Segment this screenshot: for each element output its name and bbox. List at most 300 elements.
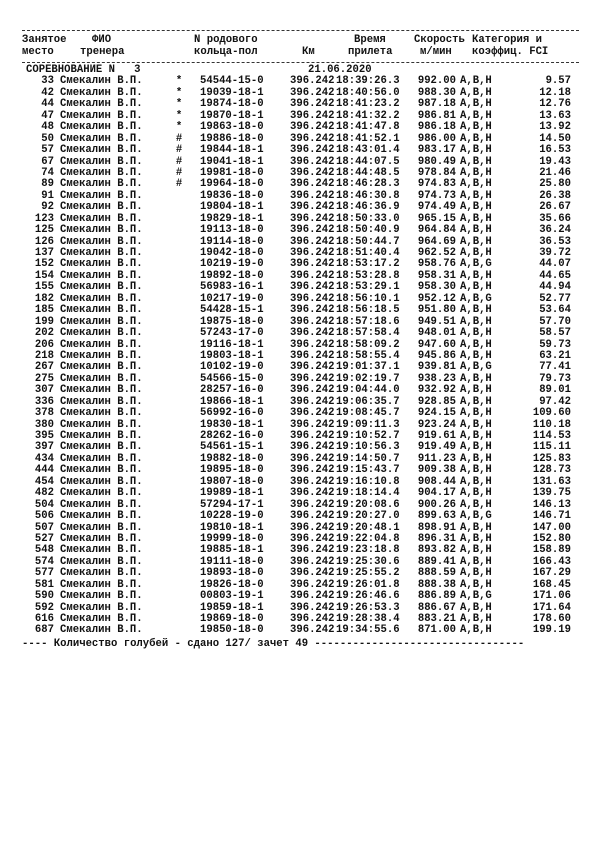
speed-cell: 980.49: [417, 155, 456, 168]
arrival-time-cell: 19:09:11.3: [336, 418, 400, 431]
speed-cell: 987.18: [417, 98, 456, 111]
trainer-name-cell: Смекалин В.П.: [60, 258, 143, 271]
trainer-name-cell: Смекалин В.П.: [60, 532, 143, 545]
place-cell: 507: [34, 521, 54, 534]
arrival-time-cell: 19:26:46.6: [336, 590, 400, 603]
arrival-time-cell: 19:28:38.4: [336, 613, 400, 625]
fci-coefficient-cell: 52.77: [539, 292, 571, 305]
trainer-name-cell: Смекалин В.П.: [60, 418, 143, 431]
fci-coefficient-cell: 13.92: [539, 121, 571, 134]
distance-cell: 396.242: [290, 212, 335, 225]
ring-number-cell: 19803-18-1: [200, 349, 264, 362]
trainer-name-cell: Смекалин В.П.: [60, 567, 143, 580]
fci-coefficient-cell: 58.57: [539, 327, 571, 340]
fci-coefficient-cell: 152.80: [532, 532, 571, 545]
trainer-name-cell: Смекалин В.П.: [60, 144, 143, 157]
header-divider: [22, 62, 579, 63]
category-cell: A,B,H: [460, 567, 492, 580]
ring-number-cell: 10228-19-0: [200, 510, 264, 523]
speed-cell: 893.82: [417, 544, 456, 557]
mark-cell: *: [175, 109, 183, 122]
distance-cell: 396.242: [290, 590, 335, 603]
mark-cell: #: [175, 132, 183, 145]
speed-cell: 947.60: [417, 338, 456, 351]
col-name-subtitle: тренера: [80, 46, 125, 58]
trainer-name-cell: Смекалин В.П.: [60, 395, 143, 408]
distance-cell: 396.242: [290, 372, 335, 385]
fci-coefficient-cell: 125.83: [532, 452, 571, 465]
trainer-name-cell: Смекалин В.П.: [60, 590, 143, 603]
ring-number-cell: 19114-18-0: [200, 235, 264, 248]
ring-number-cell: 19874-18-0: [200, 98, 264, 111]
speed-cell: 974.49: [417, 201, 456, 214]
category-cell: A,B,H: [460, 144, 492, 157]
table-row: [22, 145, 582, 156]
trainer-name-cell: Смекалин В.П.: [60, 521, 143, 534]
arrival-time-cell: 18:40:56.0: [336, 86, 400, 99]
arrival-time-cell: 19:26:53.3: [336, 601, 400, 614]
place-cell: 126: [34, 235, 54, 248]
fci-coefficient-cell: 146.71: [532, 510, 571, 523]
col-place-subtitle: место: [22, 46, 54, 58]
trainer-name-cell: Смекалин В.П.: [60, 269, 143, 282]
fci-coefficient-cell: 14.50: [539, 132, 571, 145]
place-cell: 42: [41, 86, 54, 99]
speed-cell: 958.31: [417, 269, 456, 282]
mark-cell: *: [175, 98, 183, 111]
ring-number-cell: 19113-18-0: [200, 224, 264, 237]
distance-cell: 396.242: [290, 338, 335, 351]
trainer-name-cell: Смекалин В.П.: [60, 613, 143, 625]
arrival-time-cell: 19:01:37.1: [336, 361, 400, 374]
trainer-name-cell: Смекалин В.П.: [60, 338, 143, 351]
fci-coefficient-cell: 171.06: [532, 590, 571, 603]
category-cell: A,B,H: [460, 86, 492, 99]
trainer-name-cell: Смекалин В.П.: [60, 452, 143, 465]
arrival-time-cell: 18:53:29.1: [336, 281, 400, 294]
fci-coefficient-cell: 13.63: [539, 109, 571, 122]
distance-cell: 396.242: [290, 247, 335, 259]
speed-cell: 896.31: [417, 532, 456, 545]
ring-number-cell: 00803-19-1: [200, 590, 264, 603]
arrival-time-cell: 19:20:08.6: [336, 498, 400, 511]
distance-cell: 396.242: [290, 532, 335, 545]
place-cell: 444: [34, 464, 54, 477]
competition-label: СОРЕВНОВАНИЕ N 3: [26, 64, 141, 76]
fci-coefficient-cell: 77.41: [539, 361, 571, 374]
category-cell: A,B,H: [460, 578, 492, 591]
place-cell: 91: [41, 189, 54, 202]
distance-cell: 396.242: [290, 487, 335, 500]
results-sheet: [22, 30, 582, 650]
col-time-subtitle: прилета: [348, 46, 393, 58]
arrival-time-cell: 19:06:35.7: [336, 395, 400, 408]
distance-cell: 396.242: [290, 281, 335, 294]
trainer-name-cell: Смекалин В.П.: [60, 189, 143, 202]
category-cell: A,B,H: [460, 304, 492, 317]
trainer-name-cell: Смекалин В.П.: [60, 235, 143, 248]
speed-cell: 911.23: [417, 452, 456, 465]
speed-cell: 886.89: [417, 590, 456, 603]
speed-cell: 904.17: [417, 487, 456, 500]
ring-number-cell: 57243-17-0: [200, 327, 264, 340]
speed-cell: 986.81: [417, 109, 456, 122]
speed-cell: 932.92: [417, 384, 456, 397]
category-cell: A,B,H: [460, 327, 492, 340]
ring-number-cell: 19882-18-0: [200, 452, 264, 465]
place-cell: 89: [41, 178, 54, 191]
col-category-title: Категория и: [472, 34, 542, 46]
ring-number-cell: 19866-18-1: [200, 395, 264, 408]
place-cell: 592: [34, 601, 54, 614]
fci-coefficient-cell: 36.24: [539, 224, 571, 237]
place-cell: 616: [34, 613, 54, 625]
speed-cell: 871.00: [417, 624, 456, 637]
arrival-time-cell: 18:41:52.1: [336, 132, 400, 145]
place-cell: 218: [34, 349, 54, 362]
category-cell: A,B,H: [460, 189, 492, 202]
category-cell: A,B,H: [460, 613, 492, 625]
fci-coefficient-cell: 109.60: [532, 407, 571, 420]
col-category-subtitle: коэффиц. FCI: [472, 46, 549, 58]
arrival-time-cell: 19:26:01.8: [336, 578, 400, 591]
arrival-time-cell: 18:50:40.9: [336, 224, 400, 237]
arrival-time-cell: 18:53:17.2: [336, 258, 400, 271]
distance-cell: 396.242: [290, 75, 335, 88]
mark-cell: *: [175, 121, 183, 134]
distance-cell: 396.242: [290, 578, 335, 591]
ring-number-cell: 19999-18-0: [200, 532, 264, 545]
arrival-time-cell: 18:57:58.4: [336, 327, 400, 340]
place-cell: 152: [34, 258, 54, 271]
distance-cell: 396.242: [290, 178, 335, 191]
arrival-time-cell: 18:39:26.3: [336, 75, 400, 88]
place-cell: 434: [34, 452, 54, 465]
fci-coefficient-cell: 146.13: [532, 498, 571, 511]
place-cell: 92: [41, 201, 54, 214]
place-cell: 74: [41, 166, 54, 179]
ring-number-cell: 19885-18-1: [200, 544, 264, 557]
speed-cell: 908.44: [417, 475, 456, 488]
trainer-name-cell: Смекалин В.П.: [60, 327, 143, 340]
speed-cell: 924.15: [417, 407, 456, 420]
distance-cell: 396.242: [290, 613, 335, 625]
ring-number-cell: 28257-16-0: [200, 384, 264, 397]
speed-cell: 919.61: [417, 430, 456, 442]
trainer-name-cell: Смекалин В.П.: [60, 304, 143, 317]
arrival-time-cell: 18:58:09.2: [336, 338, 400, 351]
ring-number-cell: 19830-18-1: [200, 418, 264, 431]
speed-cell: 974.73: [417, 189, 456, 202]
ring-number-cell: 19870-18-1: [200, 109, 264, 122]
speed-cell: 974.83: [417, 178, 456, 191]
place-cell: 50: [41, 132, 54, 145]
fci-coefficient-cell: 166.43: [532, 555, 571, 568]
fci-coefficient-cell: 147.00: [532, 521, 571, 534]
distance-cell: 396.242: [290, 418, 335, 431]
distance-cell: 396.242: [290, 155, 335, 168]
distance-cell: 396.242: [290, 269, 335, 282]
ring-number-cell: 54566-15-0: [200, 372, 264, 385]
distance-cell: 396.242: [290, 224, 335, 237]
category-cell: A,B,H: [460, 430, 492, 442]
distance-cell: 396.242: [290, 327, 335, 340]
table-row: [22, 328, 582, 339]
table-row: [22, 625, 582, 636]
arrival-time-cell: 19:20:27.0: [336, 510, 400, 523]
arrival-time-cell: 18:57:18.6: [336, 315, 400, 328]
trainer-name-cell: Смекалин В.П.: [60, 624, 143, 637]
arrival-time-cell: 19:20:48.1: [336, 521, 400, 534]
speed-cell: 958.76: [417, 258, 456, 271]
speed-cell: 883.21: [417, 613, 456, 625]
distance-cell: 396.242: [290, 189, 335, 202]
arrival-time-cell: 18:46:36.9: [336, 201, 400, 214]
trainer-name-cell: Смекалин В.П.: [60, 292, 143, 305]
trainer-name-cell: Смекалин В.П.: [60, 201, 143, 214]
fci-coefficient-cell: 178.60: [532, 613, 571, 625]
distance-cell: 396.242: [290, 452, 335, 465]
mark-cell: *: [175, 75, 183, 88]
ring-number-cell: 10219-19-0: [200, 258, 264, 271]
fci-coefficient-cell: 26.38: [539, 189, 571, 202]
place-cell: 267: [34, 361, 54, 374]
ring-number-cell: 19042-18-0: [200, 247, 264, 259]
col-km-title: Км: [302, 46, 315, 58]
speed-cell: 952.12: [417, 292, 456, 305]
col-ring-title: N родового: [194, 34, 258, 46]
mark-cell: *: [175, 86, 183, 99]
trainer-name-cell: Смекалин В.П.: [60, 441, 143, 454]
arrival-time-cell: 18:58:55.4: [336, 349, 400, 362]
category-cell: A,B,G: [460, 292, 492, 305]
fci-coefficient-cell: 25.80: [539, 178, 571, 191]
fci-coefficient-cell: 63.21: [539, 349, 571, 362]
ring-number-cell: 19829-18-1: [200, 212, 264, 225]
arrival-time-cell: 18:41:47.8: [336, 121, 400, 134]
speed-cell: 923.24: [417, 418, 456, 431]
results-table: [22, 76, 582, 636]
arrival-time-cell: 19:18:14.4: [336, 487, 400, 500]
place-cell: 123: [34, 212, 54, 225]
speed-cell: 986.00: [417, 132, 456, 145]
trainer-name-cell: Смекалин В.П.: [60, 384, 143, 397]
arrival-time-cell: 19:02:19.7: [336, 372, 400, 385]
arrival-time-cell: 19:04:44.0: [336, 384, 400, 397]
arrival-time-cell: 18:46:30.8: [336, 189, 400, 202]
trainer-name-cell: Смекалин В.П.: [60, 361, 143, 374]
speed-cell: 988.30: [417, 86, 456, 99]
table-row: [22, 408, 582, 419]
table-row: [22, 488, 582, 499]
top-divider: [22, 30, 579, 31]
category-cell: A,B,H: [460, 155, 492, 168]
arrival-time-cell: 19:10:52.7: [336, 430, 400, 442]
ring-number-cell: 54561-15-1: [200, 441, 264, 454]
fci-coefficient-cell: 35.66: [539, 212, 571, 225]
ring-number-cell: 19807-18-0: [200, 475, 264, 488]
fci-coefficient-cell: 59.73: [539, 338, 571, 351]
ring-number-cell: 19810-18-1: [200, 521, 264, 534]
col-speed-title: Скорость: [414, 34, 465, 46]
distance-cell: 396.242: [290, 86, 335, 99]
fci-coefficient-cell: 44.94: [539, 281, 571, 294]
ring-number-cell: 19116-18-1: [200, 338, 264, 351]
category-cell: A,B,H: [460, 109, 492, 122]
speed-cell: 900.26: [417, 498, 456, 511]
category-cell: A,B,H: [460, 121, 492, 134]
fci-coefficient-cell: 110.18: [532, 418, 571, 431]
speed-cell: 978.84: [417, 166, 456, 179]
trainer-name-cell: Смекалин В.П.: [60, 510, 143, 523]
ring-number-cell: 28262-16-0: [200, 430, 264, 442]
place-cell: 574: [34, 555, 54, 568]
arrival-time-cell: 18:56:18.5: [336, 304, 400, 317]
speed-cell: 939.81: [417, 361, 456, 374]
category-cell: A,B,H: [460, 464, 492, 477]
arrival-time-cell: 19:10:56.3: [336, 441, 400, 454]
speed-cell: 888.38: [417, 578, 456, 591]
arrival-time-cell: 19:25:55.2: [336, 567, 400, 580]
trainer-name-cell: Смекалин В.П.: [60, 132, 143, 145]
category-cell: A,B,H: [460, 475, 492, 488]
fci-coefficient-cell: 167.29: [532, 567, 571, 580]
trainer-name-cell: Смекалин В.П.: [60, 281, 143, 294]
distance-cell: 396.242: [290, 407, 335, 420]
col-speed-subtitle: м/мин: [420, 46, 452, 58]
fci-coefficient-cell: 114.53: [532, 430, 571, 442]
category-cell: A,B,H: [460, 224, 492, 237]
fci-coefficient-cell: 57.70: [539, 315, 571, 328]
ring-number-cell: 19826-18-0: [200, 578, 264, 591]
speed-cell: 919.49: [417, 441, 456, 454]
place-cell: 137: [34, 247, 54, 259]
ring-number-cell: 57294-17-1: [200, 498, 264, 511]
category-cell: A,B,H: [460, 132, 492, 145]
arrival-time-cell: 18:44:07.5: [336, 155, 400, 168]
category-cell: A,B,H: [460, 521, 492, 534]
ring-number-cell: 56983-16-1: [200, 281, 264, 294]
place-cell: 581: [34, 578, 54, 591]
ring-number-cell: 54428-15-1: [200, 304, 264, 317]
place-cell: 482: [34, 487, 54, 500]
fci-coefficient-cell: 128.73: [532, 464, 571, 477]
category-cell: A,B,H: [460, 247, 492, 259]
speed-cell: 898.91: [417, 521, 456, 534]
arrival-time-cell: 19:22:04.8: [336, 532, 400, 545]
trainer-name-cell: Смекалин В.П.: [60, 544, 143, 557]
speed-cell: 964.69: [417, 235, 456, 248]
trainer-name-cell: Смекалин В.П.: [60, 166, 143, 179]
category-cell: A,B,H: [460, 498, 492, 511]
distance-cell: 396.242: [290, 601, 335, 614]
distance-cell: 396.242: [290, 384, 335, 397]
trainer-name-cell: Смекалин В.П.: [60, 349, 143, 362]
arrival-time-cell: 19:16:10.8: [336, 475, 400, 488]
distance-cell: 396.242: [290, 109, 335, 122]
place-cell: 527: [34, 532, 54, 545]
arrival-time-cell: 19:08:45.7: [336, 407, 400, 420]
category-cell: A,B,H: [460, 201, 492, 214]
category-cell: A,B,H: [460, 372, 492, 385]
fci-coefficient-cell: 19.43: [539, 155, 571, 168]
place-cell: 380: [34, 418, 54, 431]
distance-cell: 396.242: [290, 235, 335, 248]
place-cell: 185: [34, 304, 54, 317]
arrival-time-cell: 18:53:28.8: [336, 269, 400, 282]
mark-cell: #: [175, 155, 183, 168]
footer-summary: ---- Количество голубей - сдано 127/ зачет 49 ---------------------------------: [22, 637, 525, 650]
table-row: [22, 122, 582, 133]
arrival-time-cell: 19:34:55.6: [336, 624, 400, 637]
ring-number-cell: 19893-18-0: [200, 567, 264, 580]
fci-coefficient-cell: 26.67: [539, 201, 571, 214]
trainer-name-cell: Смекалин В.П.: [60, 224, 143, 237]
fci-coefficient-cell: 53.64: [539, 304, 571, 317]
fci-coefficient-cell: 115.11: [532, 441, 571, 454]
place-cell: 154: [34, 269, 54, 282]
category-cell: A,B,H: [460, 281, 492, 294]
speed-cell: 928.85: [417, 395, 456, 408]
place-cell: 454: [34, 475, 54, 488]
distance-cell: 396.242: [290, 258, 335, 271]
distance-cell: 396.242: [290, 475, 335, 488]
trainer-name-cell: Смекалин В.П.: [60, 98, 143, 111]
place-cell: 199: [34, 315, 54, 328]
competition-date: 21.06.2020: [308, 64, 372, 76]
category-cell: A,B,H: [460, 338, 492, 351]
arrival-time-cell: 19:25:30.6: [336, 555, 400, 568]
table-row: [22, 511, 582, 522]
distance-cell: 396.242: [290, 430, 335, 442]
category-cell: A,B,H: [460, 601, 492, 614]
table-row: [22, 568, 582, 579]
arrival-time-cell: 19:14:50.7: [336, 452, 400, 465]
ring-number-cell: 19886-18-0: [200, 132, 264, 145]
trainer-name-cell: Смекалин В.П.: [60, 601, 143, 614]
category-cell: A,B,H: [460, 178, 492, 191]
place-cell: 202: [34, 327, 54, 340]
ring-number-cell: 19892-18-0: [200, 269, 264, 282]
speed-cell: 992.00: [417, 75, 456, 88]
category-cell: A,B,H: [460, 235, 492, 248]
distance-cell: 396.242: [290, 361, 335, 374]
place-cell: 47: [41, 109, 54, 122]
fci-coefficient-cell: 171.64: [532, 601, 571, 614]
table-row: [22, 591, 582, 602]
fci-coefficient-cell: 131.63: [532, 475, 571, 488]
arrival-time-cell: 18:41:32.2: [336, 109, 400, 122]
ring-number-cell: 19895-18-0: [200, 464, 264, 477]
distance-cell: 396.242: [290, 498, 335, 511]
distance-cell: 396.242: [290, 121, 335, 134]
category-cell: A,B,H: [460, 407, 492, 420]
fci-coefficient-cell: 139.75: [532, 487, 571, 500]
fci-coefficient-cell: 89.01: [539, 384, 571, 397]
category-cell: A,B,H: [460, 212, 492, 225]
ring-number-cell: 19964-18-0: [200, 178, 264, 191]
trainer-name-cell: Смекалин В.П.: [60, 121, 143, 134]
place-cell: 67: [41, 155, 54, 168]
ring-number-cell: 19041-18-1: [200, 155, 264, 168]
trainer-name-cell: Смекалин В.П.: [60, 464, 143, 477]
speed-cell: 945.86: [417, 349, 456, 362]
speed-cell: 986.18: [417, 121, 456, 134]
distance-cell: 396.242: [290, 521, 335, 534]
trainer-name-cell: Смекалин В.П.: [60, 578, 143, 591]
distance-cell: 396.242: [290, 464, 335, 477]
place-cell: 206: [34, 338, 54, 351]
